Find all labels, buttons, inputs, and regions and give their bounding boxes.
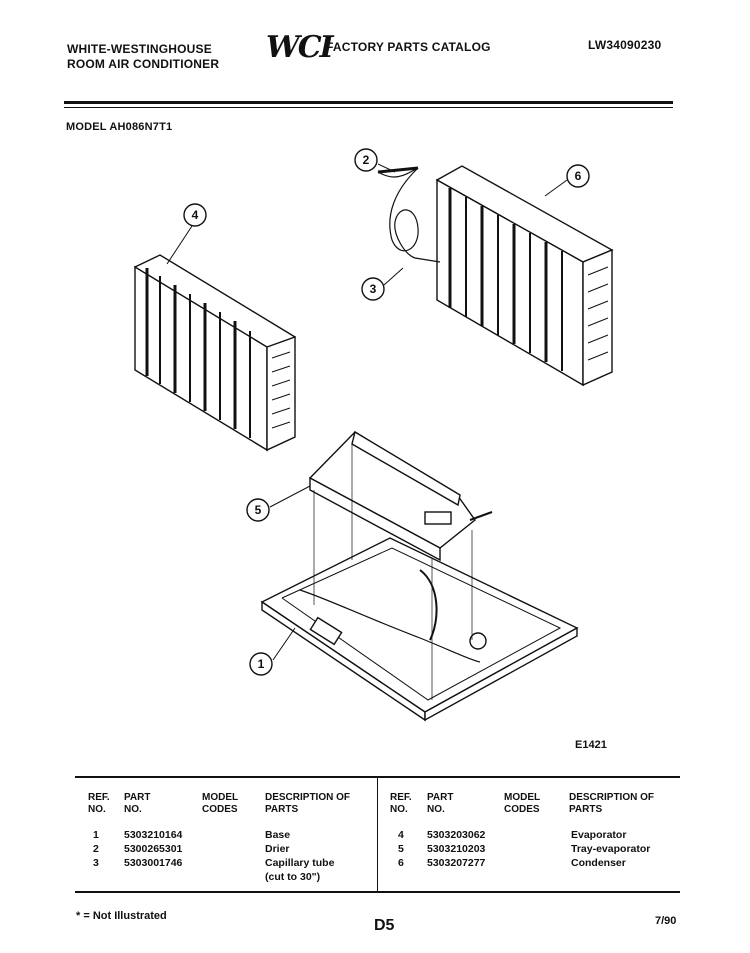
callout-3-label: 3 — [369, 282, 377, 296]
part-no: 5303207277 — [427, 857, 486, 869]
condenser-illustration — [437, 166, 612, 385]
table-bottom-rule — [75, 891, 680, 893]
brand-line-1: WHITE-WESTINGHOUSE — [67, 42, 212, 56]
part-no: 5300265301 — [124, 843, 183, 855]
ref-no: 1 — [93, 829, 99, 841]
callout-4-label: 4 — [191, 208, 199, 222]
catalog-title: FACTORY PARTS CATALOG — [326, 40, 491, 54]
ref-no: 4 — [398, 829, 404, 841]
ref-no: 2 — [93, 843, 99, 855]
part-description-note: (cut to 30") — [265, 871, 321, 883]
part-description: Base — [265, 829, 291, 841]
ref-no: 5 — [398, 843, 404, 855]
col-ref-right: REF. NO. — [390, 792, 412, 815]
evaporator-illustration — [135, 255, 295, 450]
callout-2-label: 2 — [362, 153, 370, 167]
figure-id: E1421 — [575, 739, 607, 751]
part-description: Condenser — [571, 857, 626, 869]
capillary-tube-illustration — [378, 168, 440, 262]
table-center-divider — [377, 778, 378, 892]
ref-no: 3 — [93, 857, 99, 869]
model-label: MODEL AH086N7T1 — [66, 121, 173, 133]
callout-1-label: 1 — [257, 657, 265, 671]
col-part-right: PART NO. — [427, 792, 454, 815]
catalog-number: LW34090230 — [588, 38, 662, 52]
col-codes-right: MODEL CODES — [504, 792, 540, 815]
tray-evaporator-illustration — [310, 432, 492, 560]
part-description: Tray-evaporator — [571, 843, 651, 855]
base-illustration — [262, 538, 577, 720]
part-no: 5303203062 — [427, 829, 486, 841]
col-desc-left: DESCRIPTION OF PARTS — [265, 792, 351, 815]
part-no: 5303210203 — [427, 843, 486, 855]
not-illustrated-note: * = Not Illustrated — [76, 910, 167, 922]
brand-line-2: ROOM AIR CONDITIONER — [67, 57, 220, 71]
part-description: Drier — [265, 843, 290, 855]
col-desc-right: DESCRIPTION OF PARTS — [569, 792, 655, 815]
callout-5-label: 5 — [254, 503, 262, 517]
col-ref-left: REF. NO. — [88, 792, 110, 815]
part-description: Capillary tube — [265, 857, 335, 869]
part-description: Evaporator — [571, 829, 627, 841]
part-no: 5303210164 — [124, 829, 183, 841]
col-codes-left: MODEL CODES — [202, 792, 238, 815]
wci-logo: WCI — [266, 30, 332, 65]
col-part-left: PART NO. — [124, 792, 151, 815]
ref-no: 6 — [398, 857, 404, 869]
part-no: 5303001746 — [124, 857, 183, 869]
callout-6-label: 6 — [574, 169, 582, 183]
catalog-date: 7/90 — [655, 915, 677, 927]
page-code: D5 — [374, 917, 395, 934]
